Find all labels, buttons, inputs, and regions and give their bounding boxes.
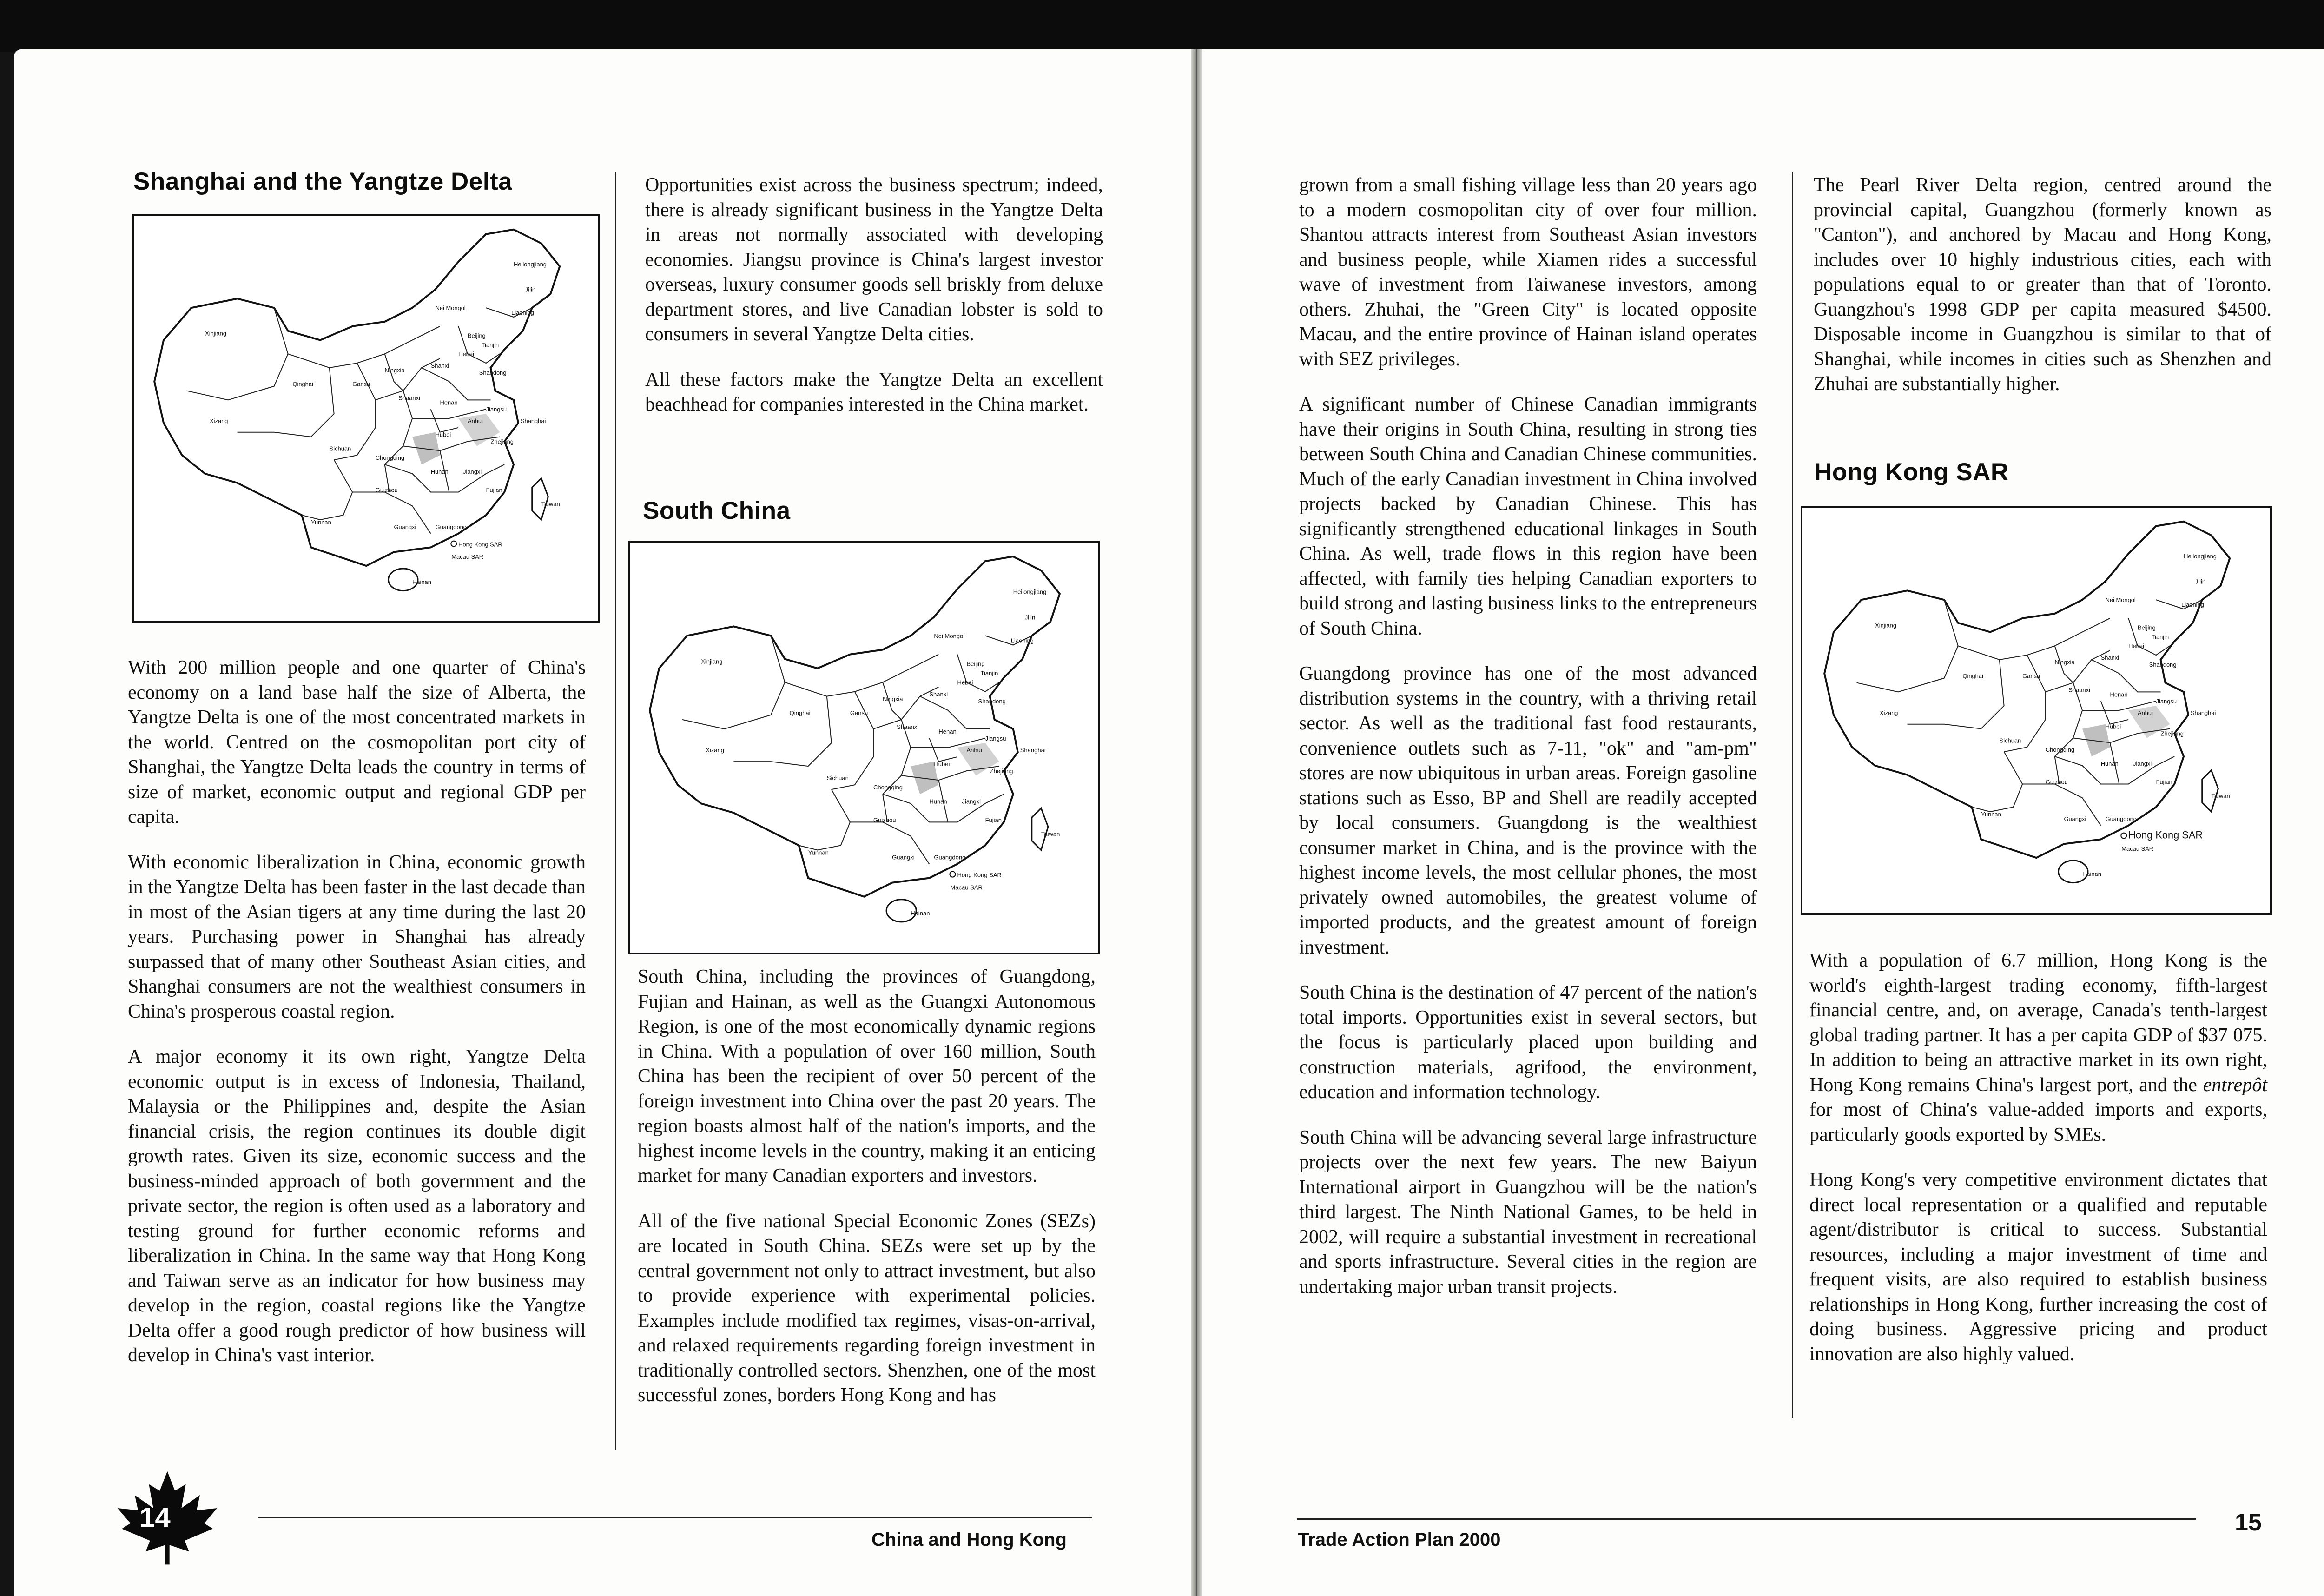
map-label-henan: Henan [938, 728, 957, 735]
map-label-anhui: Anhui [468, 417, 483, 424]
paragraph: grown from a small fishing village less than 20 years ago to a modern cosmopolitan city of over four million. Shantou attracts interest from Southeast Asian investors and business people, while Xiamen rides a successful wave of investment from Taiwanese investors, among others. Zhuhai, the "Green City" is located opposite Macau, and the entire province of Hainan island operates with SEZ privileges. [1299, 174, 1757, 370]
map-hong-kong-marker [451, 541, 456, 547]
map-label-shandong: Shandong [479, 369, 507, 376]
map-label-zhejiang: Zhejiang [2160, 730, 2184, 737]
map-label-anhui: Anhui [2138, 709, 2153, 716]
map-label-yunnan: Yunnan [1981, 810, 2001, 818]
map-hong-kong [1801, 506, 2272, 915]
scan-top-band [0, 0, 2324, 52]
map-label-tianjin: Tianjin [980, 669, 998, 677]
china-province-map [1802, 508, 2270, 913]
map-label-xizang: Xizang [1880, 709, 1898, 716]
map-label-jiangsu: Jiangsu [2156, 698, 2177, 705]
map-label-xinjiang: Xinjiang [701, 658, 723, 665]
map-label-hunan: Hunan [929, 798, 947, 805]
map-label-shaanxi: Shaanxi [897, 723, 919, 730]
column-rule-left [615, 172, 616, 1450]
map-label-guizhou: Guizhou [873, 816, 896, 824]
map-label-taiwan: Taiwan [2211, 792, 2230, 800]
paragraph: South China will be advancing several large infrastructure projects over the next few years. The new Baiyun International airport in Guangzhou will be the nation's third largest. The Ninth National Games, to be held in 2002, will require a substantial investment in recreational and sports infrastructure. Several cities in the region are undertaking major urban transit projects. [1299, 1126, 1757, 1298]
column-4-top [1814, 173, 2271, 397]
map-label-shanxi: Shanxi [929, 690, 948, 698]
map-label-beijing: Beijing [468, 332, 486, 339]
map-label-hebei: Hebei [458, 351, 474, 358]
map-label-yunnan: Yunnan [808, 849, 829, 856]
map-label-xizang: Xizang [210, 417, 228, 424]
map-label-guizhou: Guizhou [375, 486, 398, 494]
map-country-outline [154, 230, 560, 566]
map-label-hong_kong: Hong Kong SAR [458, 541, 502, 548]
map-label-jilin: Jilin [525, 286, 536, 293]
map-label-taiwan: Taiwan [1041, 830, 1060, 838]
map-label-nei_mongol: Nei Mongol [2105, 596, 2136, 604]
column-2-bottom [638, 965, 1096, 1408]
map-hong-kong-marker [950, 872, 955, 877]
footer-rule-right [1297, 1518, 2196, 1520]
map-label-shaanxi: Shaanxi [398, 394, 420, 402]
footer-left: China and Hong Kong [872, 1530, 1067, 1550]
map-label-jiangxi: Jiangxi [463, 468, 482, 475]
map-label-sichuan: Sichuan [329, 445, 351, 452]
map-label-guangdong: Guangdong [2105, 815, 2137, 822]
map-label-shanghai: Shanghai [520, 417, 546, 424]
map-label-hebei: Hebei [957, 679, 973, 686]
map-label-jiangxi: Jiangxi [962, 798, 981, 805]
map-taiwan-island [532, 478, 548, 520]
map-label-hunan: Hunan [430, 468, 449, 475]
map-label-shanxi: Shanxi [430, 362, 449, 369]
paragraph: Hong Kong's very competitive environment dictates that direct local representation or a qualified and reputable agent/distributor is critical to success. Substantial resources, including a major investment of time and frequent visits, are also required to establish business relationships in Hong Kong, further increasing the cost of doing business. Aggressive pricing and product innovation are also highly valued. [1809, 1169, 2267, 1365]
paragraph [1809, 948, 2267, 1147]
page-number-left: 14 [139, 1502, 171, 1533]
map-label-heilongjiang: Heilongjiang [514, 261, 547, 268]
map-label-tianjin: Tianjin [481, 341, 499, 349]
map-label-hubei: Hubei [2105, 723, 2121, 730]
map-label-shanghai: Shanghai [1020, 747, 1046, 754]
book-gutter [1191, 49, 1202, 1596]
map-label-jilin: Jilin [2195, 578, 2206, 585]
paragraph: South China, including the provinces of Guangdong, Fujian and Hainan, as well as the Guangxi Autonomous Region, is one of the most economically dynamic regions in China. With a population of over 160 million, South China has been the recipient of over 50 percent of the foreign investment into China over the past 20 years. The region boasts almost half of the nation's imports, and the highest income levels in the country, making it an enticing market for many Canadian exporters and investors. [638, 966, 1096, 1186]
map-label-sichuan: Sichuan [826, 775, 849, 782]
map-label-beijing: Beijing [2138, 624, 2156, 631]
map-label-jiangsu: Jiangsu [486, 406, 507, 413]
map-label-liaoning: Liaoning [511, 309, 534, 317]
footer-rule-left [258, 1517, 1092, 1518]
map-label-beijing: Beijing [966, 660, 985, 668]
map-label-macau: Macau SAR [451, 553, 484, 561]
paragraph: All of the five national Special Economic Zones (SEZs) are located in South China. SEZs were set up by the central government not only to attract investment, but also to provide experience with experimental policies. Examples include modified tax regimes, visas-on-arrival, and relaxed requirements regarding foreign investment in traditionally controlled sectors. Shenzhen, one of the most successful zones, borders Hong Kong and has [638, 1210, 1096, 1406]
map-hong-kong-marker [2121, 833, 2126, 839]
map-label-heilongjiang: Heilongjiang [2184, 553, 2217, 560]
map-label-macau: Macau SAR [950, 884, 983, 891]
map-label-nei_mongol: Nei Mongol [435, 305, 466, 312]
map-label-shanghai: Shanghai [2190, 709, 2216, 716]
paragraph: All these factors make the Yangtze Delta an excellent beachhead for companies interested in the China market. [645, 369, 1103, 415]
map-label-shanxi: Shanxi [2100, 654, 2119, 661]
map-label-ningxia: Ningxia [883, 695, 903, 702]
map-label-gansu: Gansu [2022, 672, 2040, 680]
paragraph: South China is the destination of 47 percent of the nation's total imports. Opportunities exist in several sectors, but the focus is particularly placed upon building and construction materials, agrifood, the environment, education and information technology. [1299, 982, 1757, 1103]
map-label-chongqing: Chongqing [873, 784, 903, 791]
map-label-heilongjiang: Heilongjiang [1013, 588, 1047, 596]
map-label-hainan: Hainan [911, 909, 930, 917]
map-label-qinghai: Qinghai [292, 380, 313, 388]
map-label-henan: Henan [440, 399, 458, 406]
map-label-sichuan: Sichuan [1999, 737, 2021, 744]
column-2-top [645, 173, 1103, 417]
map-label-zhejiang: Zhejiang [490, 438, 514, 445]
map-label-nei_mongol: Nei Mongol [934, 632, 965, 640]
map-label-jilin: Jilin [1024, 614, 1036, 621]
map-label-fujian: Fujian [2156, 778, 2172, 786]
heading-hong-kong: Hong Kong SAR [1814, 458, 2009, 486]
map-taiwan-island [2202, 770, 2218, 812]
map-label-hubei: Hubei [435, 431, 451, 438]
map-label-anhui: Anhui [966, 747, 982, 754]
heading-shanghai: Shanghai and the Yangtze Delta [133, 168, 513, 195]
map-label-qinghai: Qinghai [789, 709, 811, 716]
map-label-macau: Macau SAR [2121, 845, 2154, 853]
map-label-hebei: Hebei [2128, 642, 2144, 650]
map-label-taiwan: Taiwan [541, 500, 560, 508]
paragraph: With 200 million people and one quarter of China's economy on a land base half the size of Alberta, the Yangtze Delta is one of the most concentrated markets in the world. Centred on the cosmopolitan port city of Shanghai, the Yangtze Delta leads the country in terms of size of market, economic output and regional GDP per capita. [128, 657, 586, 828]
map-label-yunnan: Yunnan [311, 518, 331, 526]
paragraph: A significant number of Chinese Canadian immigrants have their origins in South China, resulting in strong ties between South China and Canadian Chinese communities. Much of the early Canadian investment in China involved projects backed by Canadian Chinese. This has significantly strengthened educational linkages in South China. As well, trade flows in this region have been affected, with family ties helping Canadian exporters to build strong and lasting business links to the entrepreneurs of South China. [1299, 394, 1757, 639]
column-1 [128, 656, 586, 1368]
map-label-xinjiang: Xinjiang [205, 330, 226, 337]
china-province-map [630, 543, 1098, 953]
map-label-ningxia: Ningxia [2054, 658, 2075, 666]
text-run-italic: entrepôt [2203, 1074, 2267, 1096]
map-label-fujian: Fujian [985, 816, 1002, 824]
paragraph: Guangdong province has one of the most advanced distribution systems in the country, with a thriving retail sector. As well as the traditional fast food restaurants, convenience outlets such as 7-11, "ok" and "am-pm" stores are now ubiquitous in urban areas. Foreign gasoline stations such as Esso, BP and Shell are readily accepted by local consumers. Guangdong is the wealthiest consumer market in China, and is the province with the highest income levels, the most cellular phones, the most privately owned automobiles, the greatest volume of imported products, and the greatest amount of foreign investment. [1299, 663, 1757, 958]
paragraph: The Pearl River Delta region, centred around the provincial capital, Guangzhou (formerly known as "Canton"), and anchored by Macau and Hong Kong, includes over 10 highly industrious cities, each with populations equal to or greater than that of Toronto. Guangzhou's 1998 GDP per capita measured $4500. Disposable income in Guangzhou is similar to that of Shanghai, while incomes in cities such as Shenzhen and Zhuhai are substantially higher. [1814, 174, 2271, 395]
map-label-guizhou: Guizhou [2045, 778, 2068, 786]
text-run: for most of China's value-added imports and exports, particularly goods exported by SMEs. [1809, 1099, 2267, 1146]
column-4-bottom [1809, 948, 2267, 1367]
map-label-liaoning: Liaoning [1010, 637, 1034, 644]
map-label-guangdong: Guangdong [934, 854, 966, 861]
column-rule-right [1792, 172, 1793, 1418]
map-label-fujian: Fujian [486, 486, 502, 494]
map-label-shandong: Shandong [978, 697, 1006, 705]
text-run: With a population of 6.7 million, Hong Kong is the world's eighth-largest trading economy, fifth-largest financial centre, and, on average, Canada's tenth-largest global trading partner. It has a per capita GDP of $37 075. In addition to being an attractive market in its own right, Hong Kong remains China's largest port, and the [1809, 950, 2267, 1096]
map-label-xinjiang: Xinjiang [1875, 622, 1896, 629]
map-label-guangxi: Guangxi [2064, 815, 2086, 822]
footer-right: Trade Action Plan 2000 [1298, 1530, 1501, 1550]
map-label-xizang: Xizang [706, 747, 725, 754]
map-south-china [628, 541, 1100, 954]
map-label-ningxia: Ningxia [384, 366, 405, 374]
map-label-shandong: Shandong [2149, 661, 2177, 668]
map-label-hubei: Hubei [934, 761, 950, 768]
map-label-jiangxi: Jiangxi [2133, 760, 2152, 767]
page-number-right: 15 [2235, 1509, 2262, 1536]
heading-south-china: South China [643, 497, 791, 524]
map-label-liaoning: Liaoning [2181, 601, 2204, 609]
map-label-henan: Henan [2110, 691, 2128, 698]
map-shanghai-yangtze [132, 214, 600, 623]
map-label-gansu: Gansu [352, 380, 370, 388]
map-label-guangdong: Guangdong [435, 523, 467, 530]
map-label-hunan: Hunan [2100, 760, 2119, 767]
map-label-tianjin: Tianjin [2151, 633, 2169, 641]
map-label-chongqing: Chongqing [2045, 746, 2075, 754]
map-label-hong_kong: Hong Kong SAR [957, 871, 1002, 879]
map-label-qinghai: Qinghai [1962, 672, 1983, 680]
paragraph: A major economy it its own right, Yangtze Delta economic output is in excess of Indonesia, Thailand, Malaysia or the Philippines and, despite the Asian financial crisis, the region continues its double digit growth rates. Given its size, economic success and the business-minded approach of both government and the private sector, the region is often used as a laboratory and testing ground for further economic reforms and liberalization in China. In the same way that Hong Kong and Taiwan serve as an indicator for how business may develop in the region, coastal regions like the Yangtze Delta offer a good rough predictor of how business will develop in China's vast interior. [128, 1046, 586, 1366]
map-label-zhejiang: Zhejiang [990, 768, 1013, 775]
map-country-outline [1824, 522, 2230, 858]
paragraph: Opportunities exist across the business spectrum; indeed, there is already significant business in the Yangtze Delta in areas not normally associated with developing economies. Jiangsu province is China's largest investor overseas, luxury consumer goods sell briskly from deluxe department stores, and live Canadian lobster is sold to consumers in several Yangtze Delta cities. [645, 174, 1103, 345]
map-label-shaanxi: Shaanxi [2068, 686, 2090, 694]
map-label-chongqing: Chongqing [375, 454, 405, 462]
map-label-hainan: Hainan [2082, 870, 2101, 878]
column-3 [1299, 173, 1757, 1299]
paragraph: With economic liberalization in China, economic growth in the Yangtze Delta has been faster in the last decade than in most of the Asian tigers at any time during the last 20 years. Purchasing power in Shanghai has already surpassed that of many other Southeast Asian cities, and Shanghai consumers are not the wealthiest consumers in China's prosperous coastal region. [128, 851, 586, 1022]
map-label-hainan: Hainan [412, 578, 431, 586]
map-label-hong_kong: Hong Kong SAR [2128, 829, 2203, 841]
map-country-outline [650, 556, 1060, 897]
map-label-jiangsu: Jiangsu [985, 735, 1006, 742]
map-taiwan-island [1032, 808, 1048, 850]
map-label-gansu: Gansu [850, 709, 868, 716]
map-label-guangxi: Guangxi [892, 854, 915, 861]
map-label-guangxi: Guangxi [394, 523, 416, 530]
china-province-map [134, 216, 598, 621]
